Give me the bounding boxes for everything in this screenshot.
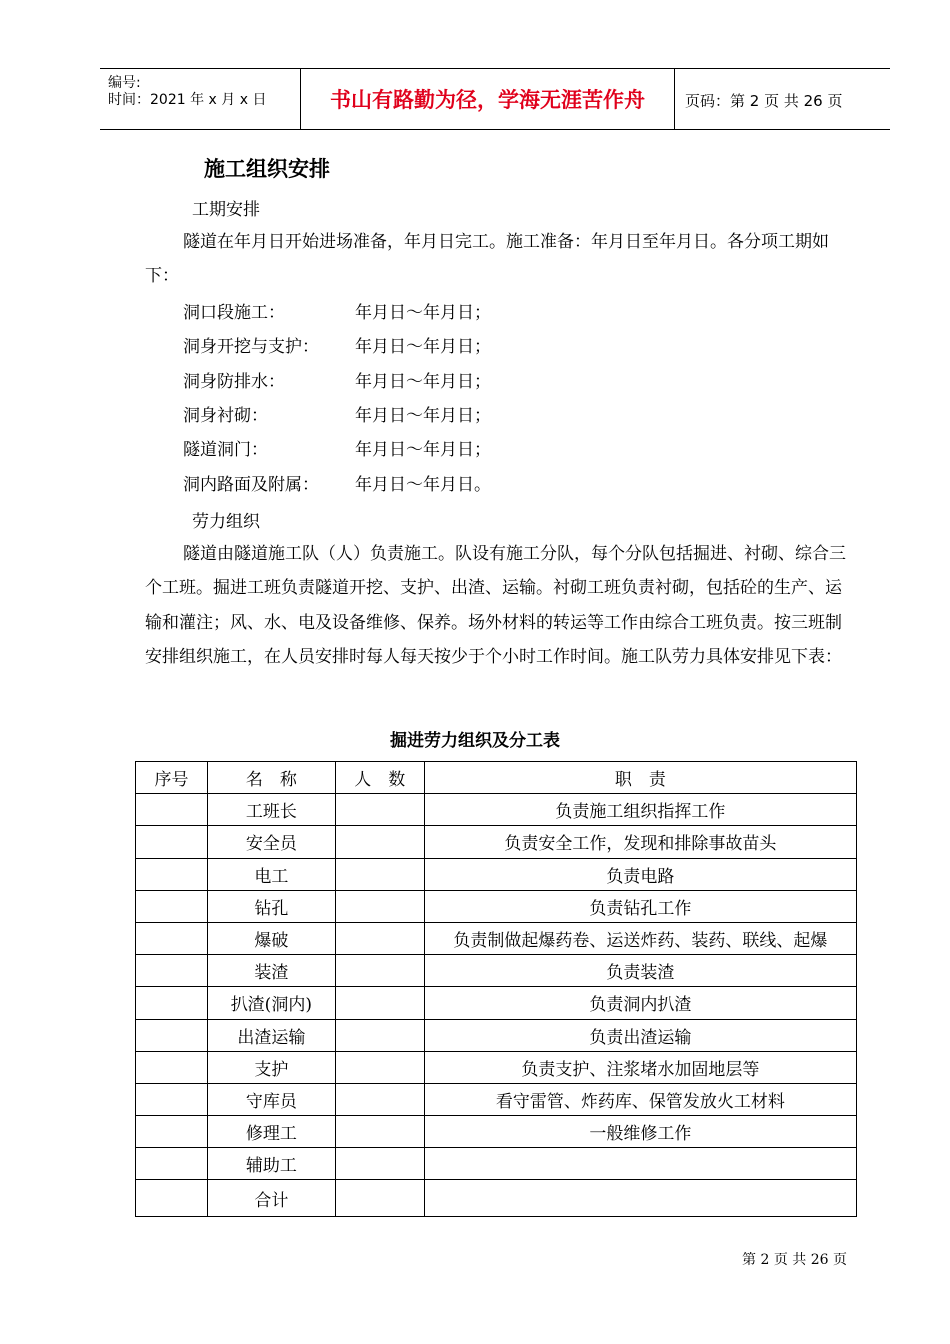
header-count: 人 数 [335,762,424,794]
section-heading-labor: 劳力组织 [192,512,260,532]
cell-no [136,922,208,954]
cell-count [335,1116,424,1148]
cell-name: 守库员 [207,1083,335,1115]
cell-name: 爆破 [207,922,335,954]
page-footer: 第 2 页 共 26 页 [742,1252,847,1268]
cell-no [136,1116,208,1148]
page-header [100,68,890,130]
cell-name: 合计 [207,1180,335,1217]
number-label: 编号: [108,75,141,91]
table-row [136,955,857,987]
cell-duty [424,1180,856,1217]
cell-duty: 负责制做起爆药卷、运送炸药、装药、联线、起爆 [424,922,856,954]
table-header-row [136,762,857,794]
cell-no [136,1019,208,1051]
cell-name: 修理工 [207,1116,335,1148]
schedule-item [183,367,491,392]
header-page-info: 页码：第 2 页 共 26 页 [685,92,843,110]
schedule-item [183,401,491,426]
cell-no [136,794,208,826]
cell-count [335,1019,424,1051]
header-meta [100,69,301,129]
schedule-item [183,332,491,357]
labor-table [135,761,857,1217]
table-row [136,858,857,890]
schedule-item [183,298,491,323]
cell-count [335,890,424,922]
section-heading-schedule: 工期安排 [192,200,260,220]
cell-no [136,987,208,1019]
schedule-item-period: 年月日～年月日； [355,405,491,426]
cell-no [136,1180,208,1217]
cell-name: 安全员 [207,826,335,858]
schedule-item [183,435,491,460]
cell-no [136,1148,208,1180]
table-row [136,1148,857,1180]
cell-count [335,794,424,826]
table-row [136,826,857,858]
header-name: 名 称 [207,762,335,794]
schedule-item-period: 年月日～年月日。 [355,474,491,495]
cell-no [136,1083,208,1115]
cell-count [335,1083,424,1115]
cell-count [335,826,424,858]
cell-name: 出渣运输 [207,1019,335,1051]
cell-duty: 负责洞内扒渣 [424,987,856,1019]
header-duty: 职 责 [424,762,856,794]
cell-name: 辅助工 [207,1148,335,1180]
cell-duty: 负责钻孔工作 [424,890,856,922]
table-row [136,1116,857,1148]
table-row [136,1083,857,1115]
cell-name: 电工 [207,858,335,890]
schedule-intro-text: 隧道在年月日开始进场准备，年月日完工。施工准备：年月日至年月日。各分项工期如下： [145,232,829,287]
cell-count [335,1180,424,1217]
schedule-intro [145,225,850,294]
cell-count [335,858,424,890]
cell-count [335,987,424,1019]
cell-name: 装渣 [207,955,335,987]
cell-name: 工班长 [207,794,335,826]
cell-no [136,858,208,890]
schedule-item-name: 洞身防排水： [183,371,285,392]
cell-count [335,955,424,987]
time-label: 时间：2021 年 x 月 x 日 [108,92,267,108]
table-row [136,922,857,954]
page-title: 施工组织安排 [204,157,330,181]
cell-count [335,1051,424,1083]
schedule-item-name: 洞口段施工： [183,303,285,323]
header-motto: 书山有路勤为径，学海无涯苦作舟 [301,69,675,129]
labor-body-text: 隧道由隧道施工队（人）负责施工。队设有施工分队，每个分队包括掘进、衬砌、综合三个工班。掘进工班负责隧道开挖、支护、出渣、运输。衬砌工班负责衬砌，包括砼的生产、运输和灌注；风、水、电及设备维修、保养。场外材料的转运等工作由综合工班负责。按三班制安排组织施工，在人员安排时每人每天按少于个小时工作时间。施工队劳力具体安排见下表： [145,544,846,668]
cell-duty: 负责出渣运输 [424,1019,856,1051]
schedule-item-name: 洞身衬砌： [183,405,268,426]
cell-no [136,1051,208,1083]
cell-name: 扒渣(洞内) [207,987,335,1019]
cell-no [136,955,208,987]
cell-no [136,890,208,922]
schedule-item-period: 年月日～年月日； [355,303,491,323]
cell-duty: 看守雷管、炸药库、保管发放火工材料 [424,1083,856,1115]
schedule-item-period: 年月日～年月日； [355,371,491,392]
table-caption: 掘进劳力组织及分工表 [390,731,560,751]
table-row [136,890,857,922]
schedule-item [183,470,491,495]
table-row [136,1051,857,1083]
table-row [136,794,857,826]
labor-body [145,537,850,675]
cell-duty: 负责支护、注浆堵水加固地层等 [424,1051,856,1083]
cell-duty: 负责电路 [424,858,856,890]
header-no: 序号 [136,762,208,794]
schedule-item-name: 洞内路面及附属： [183,474,319,495]
cell-no [136,826,208,858]
cell-duty: 负责安全工作，发现和排除事故苗头 [424,826,856,858]
cell-count [335,922,424,954]
table-row [136,1019,857,1051]
cell-count [335,1148,424,1180]
cell-duty: 负责装渣 [424,955,856,987]
schedule-item-name: 隧道洞门： [183,440,268,461]
table-row [136,987,857,1019]
cell-duty: 一般维修工作 [424,1116,856,1148]
schedule-item-name: 洞身开挖与支护： [183,337,319,358]
cell-name: 支护 [207,1051,335,1083]
cell-duty: 负责施工组织指挥工作 [424,794,856,826]
schedule-item-period: 年月日～年月日； [355,440,491,461]
schedule-item-period: 年月日～年月日； [355,337,491,358]
cell-duty [424,1148,856,1180]
cell-name: 钻孔 [207,890,335,922]
table-row [136,1180,857,1217]
